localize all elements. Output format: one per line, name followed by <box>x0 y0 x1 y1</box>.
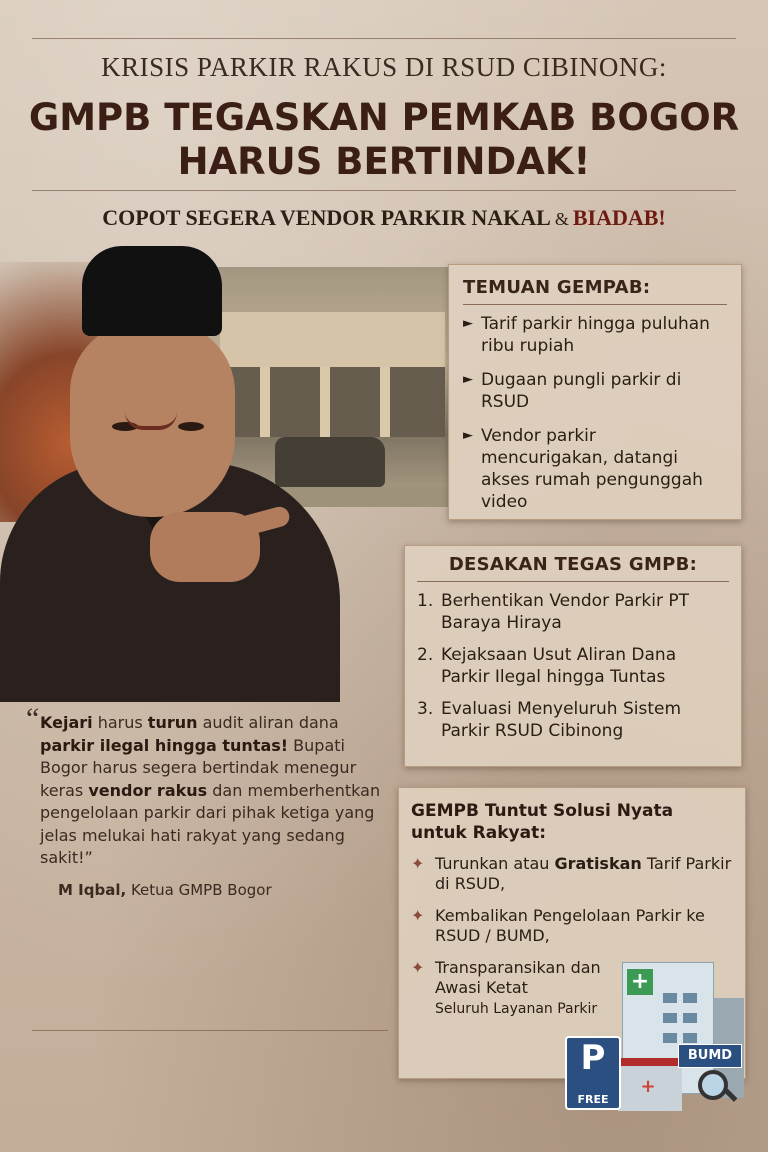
list-item: ✦ Transparansikan dan Awasi Ketat Seluruh Layanan Parkir <box>411 958 601 1017</box>
temuan-box <box>448 264 742 520</box>
solution-illustration <box>560 958 750 1108</box>
magnifier-icon <box>698 1070 728 1100</box>
attribution <box>58 881 272 899</box>
star-bullet-icon: ✦ <box>411 854 425 873</box>
mid-rule <box>32 190 736 191</box>
parking-sign-icon: P FREE <box>565 1036 621 1110</box>
temuan-title: TEMUAN GEMPAB: <box>463 277 651 298</box>
star-bullet-icon: ✦ <box>411 958 425 977</box>
arrow-bullet-icon: ► <box>463 428 473 443</box>
list-item: ► Tarif parkir hingga puluhan ribu rupiah <box>463 314 710 356</box>
list-item: ► Dugaan pungli parkir di RSUD <box>463 370 682 412</box>
arrow-bullet-icon: ► <box>463 372 473 387</box>
list-item: ► Vendor parkir mencurigakan, datangi akses rumah pengunggah video <box>463 426 703 512</box>
list-item: 2. Kejaksaan Usut Aliran Dana Parkir Ilegal hingga Tuntas <box>417 645 677 687</box>
clinic-icon: + <box>618 1058 682 1111</box>
hero-scene <box>0 262 450 702</box>
list-item: ✦ Kembalikan Pengelolaan Parkir ke RSUD / BUMD, <box>411 906 705 945</box>
list-item: 3. Evaluasi Menyeluruh Sistem Parkir RSUD Cibinong <box>417 699 682 741</box>
attribution-name: M Iqbal, <box>58 881 127 899</box>
subhead-amp: & <box>554 209 569 229</box>
list-item: 1. Berhentikan Vendor Parkir PT Baraya Hiraya <box>417 591 689 633</box>
quote-block: “ Kejari harus turun audit aliran dana parkir ilegal hingga tuntas! Bupati Bogor harus segera bertindak menegur keras vendor rakus dan memberhentkan pengelolaan parkir dari pihak ketiga yang jelas melukai hati rakyat yang sedang sakit!” <box>26 702 381 867</box>
desakan-box <box>404 545 742 767</box>
top-rule <box>32 38 736 39</box>
star-bullet-icon: ✦ <box>411 906 425 925</box>
headline-line2: HARUS BERTINDAK! <box>177 140 591 183</box>
subhead <box>0 205 768 231</box>
subhead-part2: BIADAB! <box>572 205 666 230</box>
peci-cap <box>82 246 222 336</box>
speaker-portrait <box>0 262 380 702</box>
open-quote-mark: “ <box>26 702 40 735</box>
bumd-sign: BUMD <box>678 1044 742 1068</box>
bottom-rule <box>32 1030 388 1031</box>
headline <box>0 96 768 184</box>
tuntut-title: GEMPB Tuntut Solusi Nyata untuk Rakyat: <box>411 801 674 843</box>
kicker: KRISIS PARKIR RAKUS DI RSUD CIBINONG: <box>101 52 667 82</box>
hospital-building-icon: + <box>622 962 714 1094</box>
list-item: ✦ Turunkan atau Gratiskan Tarif Parkir di RSUD, <box>411 854 732 893</box>
headline-line1: GMPB TEGASKAN PEMKAB BOGOR <box>28 96 740 139</box>
desakan-title: DESAKAN TEGAS GMPB: <box>448 554 698 575</box>
attribution-role: Ketua GMPB Bogor <box>126 881 272 899</box>
subhead-part1: COPOT SEGERA VENDOR PARKIR NAKAL <box>102 205 551 230</box>
arrow-bullet-icon: ► <box>463 316 473 331</box>
